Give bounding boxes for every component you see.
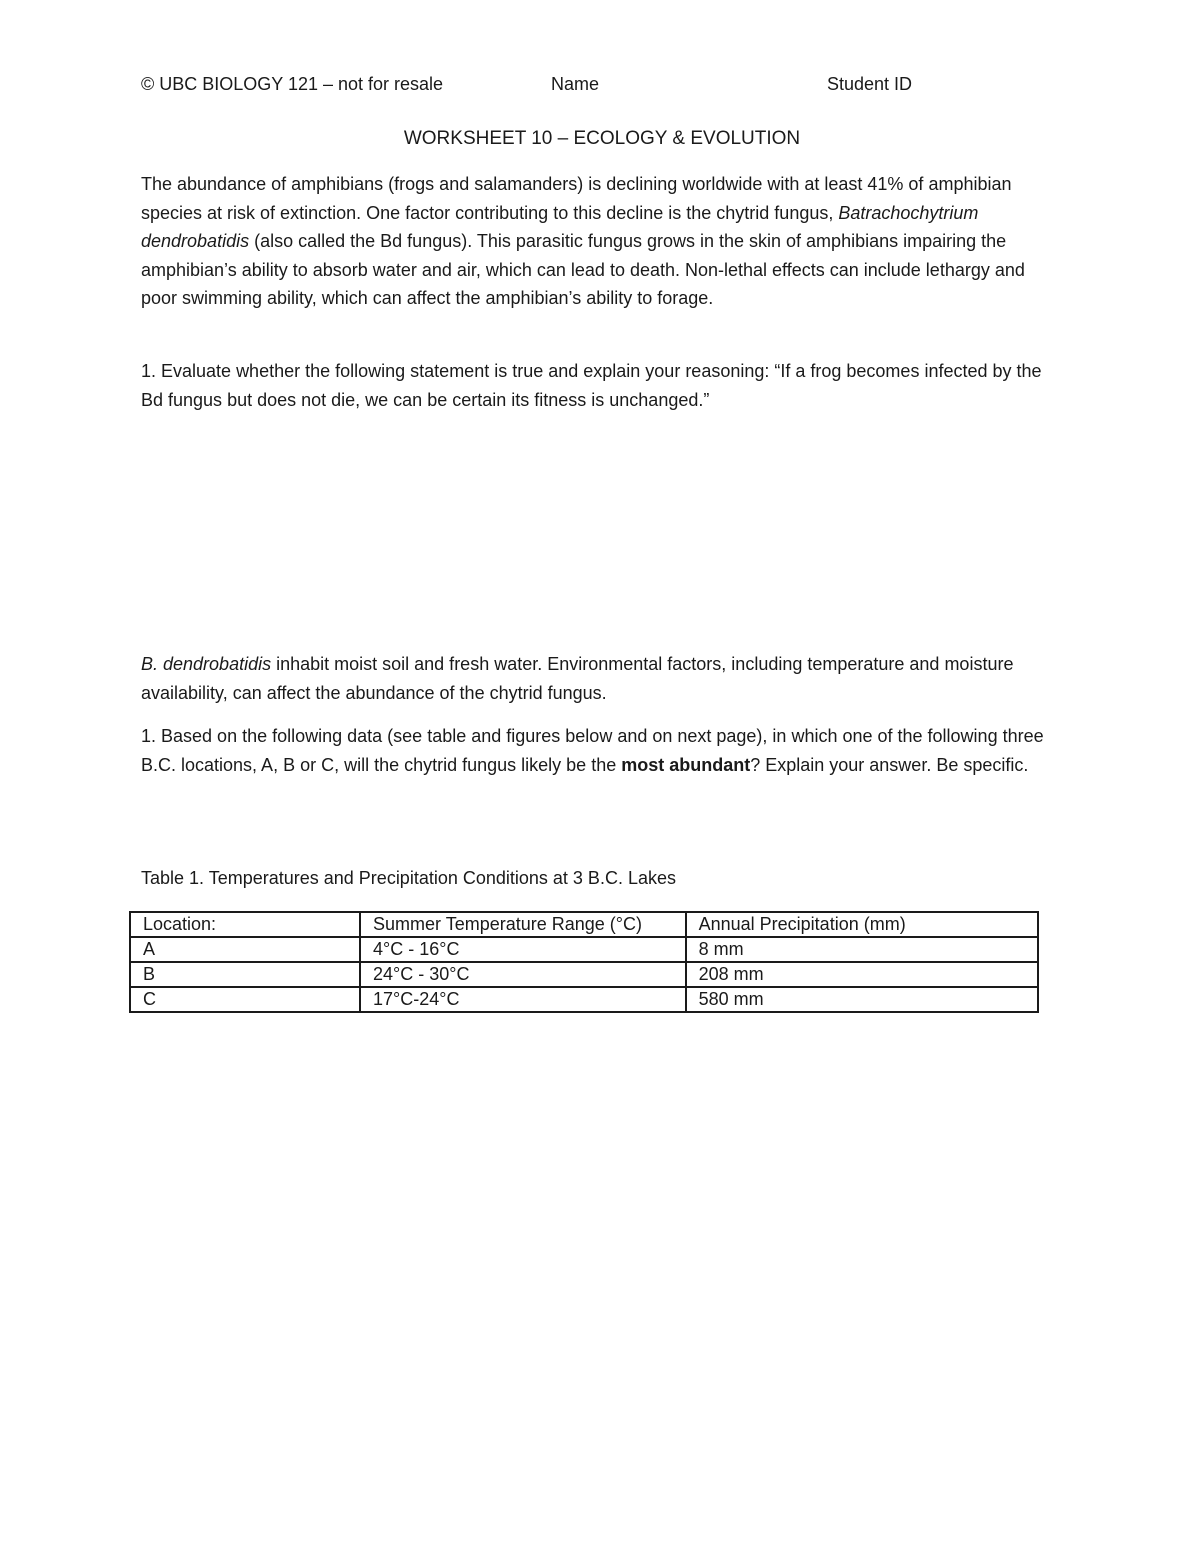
question-2-bold: most abundant	[621, 754, 751, 775]
table-row	[130, 937, 1038, 962]
question-2-text-2: ? Explain your answer. Be specific.	[750, 754, 1029, 775]
species-name: Batrachochytrium dendrobatidis	[141, 202, 979, 251]
table-cell: C	[130, 987, 360, 1012]
table-row	[130, 987, 1038, 1012]
question-1-text: 1. Evaluate whether the following statement is true and explain your reasoning: “If a frog becomes infected by the Bd fungus but does not die, we can be certain its fitness is unchanged.”	[141, 361, 1042, 410]
table-caption: Table 1. Temperatures and Precipitation Conditions at 3 B.C. Lakes	[141, 868, 676, 888]
table-cell: 24°C - 30°C	[360, 962, 686, 987]
question-2	[141, 722, 1056, 779]
question-2-text-1: 1. Based on the following data (see table and figures below and on next page), in which one of the following three B.C. locations, A, B or C, will the chytrid fungus likely be the	[141, 726, 1044, 775]
table-cell: 17°C-24°C	[360, 987, 686, 1012]
page-header	[141, 74, 1041, 98]
table-header-cell: Annual Precipitation (mm)	[686, 912, 1038, 937]
table-cell: 580 mm	[686, 987, 1038, 1012]
worksheet-title: WORKSHEET 10 – ECOLOGY & EVOLUTION	[403, 128, 801, 149]
table-row	[130, 962, 1038, 987]
table-header-cell: Location:	[130, 912, 360, 937]
conditions-table	[129, 911, 1039, 1013]
student-id-label: Student ID	[827, 74, 913, 94]
table-cell: 8 mm	[686, 937, 1038, 962]
table-cell: A	[130, 937, 360, 962]
table-header-row	[130, 912, 1038, 937]
name-label: Name	[551, 74, 600, 94]
intro-text-2: (also called the Bd fungus). This parasitic fungus grows in the skin of amphibians impairing the amphibian’s ability to absorb water and air, which can lead to death. Non-lethal effects can include lethargy and poor swimming ability, which can affect the amphibian’s ability to forage.	[141, 231, 1025, 308]
environment-paragraph	[141, 650, 1056, 707]
intro-text-1: The abundance of amphibians (frogs and salamanders) is declining worldwide with at least 41% of amphibian species at risk of extinction. One factor contributing to this decline is the chytrid fungus,	[141, 174, 1012, 223]
copyright-notice: © UBC BIOLOGY 121 – not for resale	[141, 74, 444, 94]
question-1	[141, 357, 1056, 414]
environment-species-name: B. dendrobatidis	[141, 654, 272, 674]
intro-paragraph	[141, 170, 1056, 313]
table-cell: B	[130, 962, 360, 987]
environment-text: inhabit moist soil and fresh water. Environmental factors, including temperature and moisture availability, can affect the abundance of the chytrid fungus.	[141, 654, 1014, 703]
table-cell: 4°C - 16°C	[360, 937, 686, 962]
table-header-cell: Summer Temperature Range (°C)	[360, 912, 686, 937]
table-cell: 208 mm	[686, 962, 1038, 987]
